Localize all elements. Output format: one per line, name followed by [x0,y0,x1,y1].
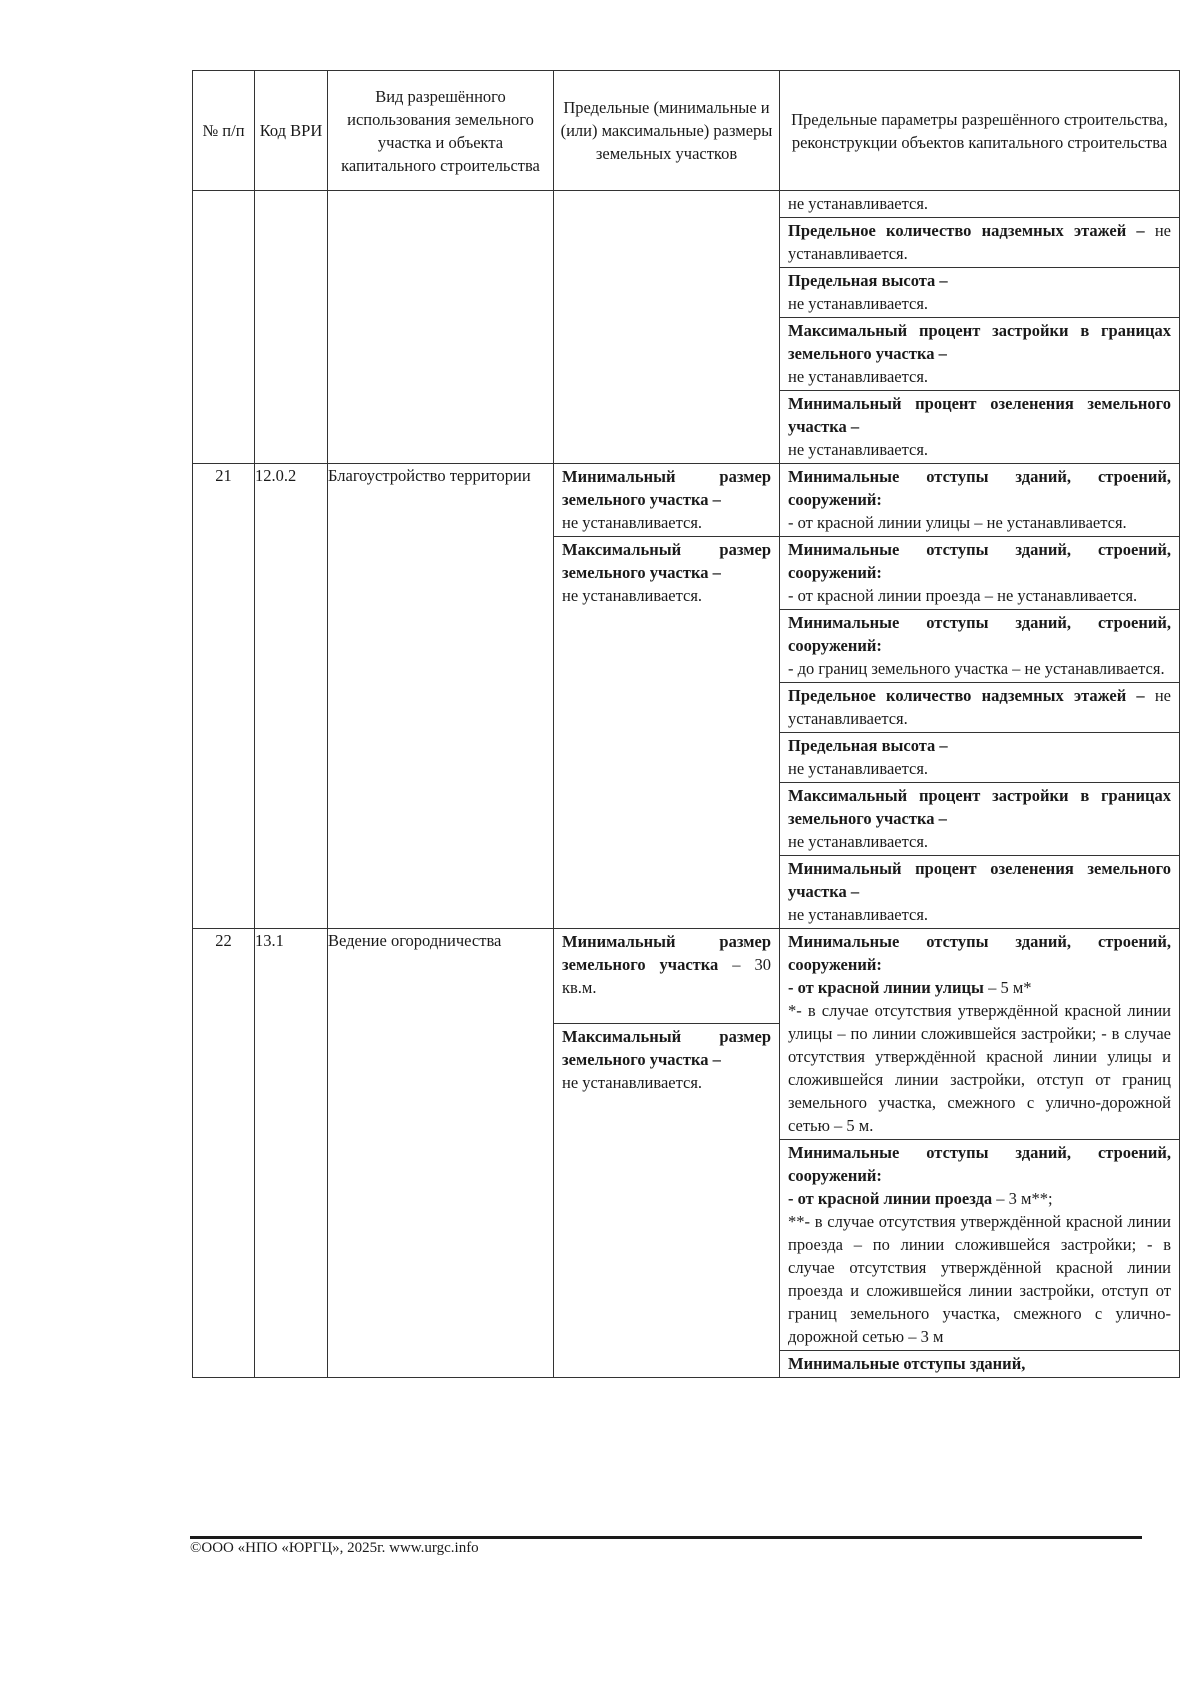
row-code: 12.0.2 [255,464,328,929]
param-title: Предельное количество надземных этажей – [788,221,1145,240]
size-max-title: Максимальный размер земельного участка – [562,1027,771,1069]
param-item [780,929,1179,1140]
param-bold: - от красной линии улицы [788,978,984,997]
param-item [780,391,1179,463]
param-title: Минимальные отступы зданий, строений, сооружений: [788,467,1171,509]
param-item [780,318,1179,391]
vri-table [192,70,1180,1378]
row-num: 22 [193,929,255,1378]
table-row [193,464,1180,929]
row-name: Ведение огородничества [328,929,554,1378]
param-text: не устанавливается. [788,367,929,386]
header-name: Вид разрешённого использования земельного участка и объекта капитального строительства [328,71,554,191]
param-title: Предельное количество надземных этажей – [788,686,1145,705]
param-text: не устанавливается. [788,832,929,851]
param-title: Минимальные отступы зданий, строений, сооружений: [788,932,1171,974]
header-size: Предельные (минимальные и (или) максимальные) размеры земельных участков [554,71,780,191]
param-item [780,464,1179,537]
param-text: не устанавливается. [788,294,929,313]
row-code: 13.1 [255,929,328,1378]
param-text: - от красной линии улицы – не устанавливается. [788,513,1127,532]
size-max-text: не устанавливается. [562,586,703,605]
params-cell [780,929,1180,1378]
param-title: Максимальный процент застройки в границах земельного участка – [788,321,1171,363]
param-value: – 3 м**; [996,1189,1053,1208]
param-title: Минимальные отступы зданий, строений, сооружений: [788,1143,1171,1185]
size-max-title: Максимальный размер земельного участка – [562,540,771,582]
row-name: Благоустройство территории [328,464,554,929]
param-text: не устанавливается. [788,686,1171,728]
param-title: Минимальный процент озеленения земельного участка – [788,859,1171,901]
param-item [780,1351,1179,1377]
param-title: Минимальные отступы зданий, строений, сооружений: [788,613,1171,655]
size-max-text: не устанавливается. [562,1073,703,1092]
size-cell [554,929,780,1378]
param-item [780,1140,1179,1351]
param-item [780,537,1179,610]
param-text: не устанавливается. [788,194,929,213]
row-num: 21 [193,464,255,929]
size-max [554,537,779,609]
params-cell [780,191,1180,464]
param-title: Минимальный процент озеленения земельного участка – [788,394,1171,436]
header-code: Код ВРИ [255,71,328,191]
size-min-title: Минимальный размер земельного участка – [562,467,771,509]
param-title: Максимальный процент застройки в границах земельного участка – [788,786,1171,828]
table-header-row [193,71,1180,191]
param-item [780,683,1179,733]
param-item [780,268,1179,318]
param-title: Минимальные отступы зданий, [788,1354,1026,1373]
size-min-text: – 30 кв.м. [562,955,771,997]
size-min [554,464,779,537]
size-max [554,1024,779,1096]
size-min-title: Минимальный размер земельного участка [562,932,771,974]
size-min [554,929,779,1024]
param-item [780,783,1179,856]
param-text: - от красной линии проезда – не устанавливается. [788,586,1138,605]
param-note: **- в случае отсутствия утверждённой красной линии проезда – по линии сложившейся застройки; - в случае отсутствия утверждённой красной линии проезда и сложившейся линии застройки, отступ от границ земельного участка, смежного с улично-дорожной сетью – 3 м [788,1212,1171,1346]
param-text: не устанавливается. [788,759,929,778]
param-title: Предельная высота – [788,736,948,755]
param-text: не устанавливается. [788,221,1171,263]
param-item [780,610,1179,683]
param-note: *- в случае отсутствия утверждённой красной линии улицы – по линии сложившейся застройки; - в случае отсутствия утверждённой красной линии улицы и сложившейся линии застройки, отступ от границ земельного участка, смежного с улично-дорожной сетью – 5 м. [788,1001,1171,1135]
header-params: Предельные параметры разрешённого строительства, реконструкции объектов капитального строительства [780,71,1180,191]
param-text: не устанавливается. [788,905,929,924]
param-item [780,191,1179,218]
table-row-continued [193,191,1180,464]
footer-copyright: ©ООО «НПО «ЮРГЦ», 2025г. www.urgc.info [190,1540,479,1556]
param-bold: - от красной линии проезда [788,1189,993,1208]
param-item [780,733,1179,783]
header-num: № п/п [193,71,255,191]
param-value: – 5 м* [988,978,1032,997]
param-title: Минимальные отступы зданий, строений, сооружений: [788,540,1171,582]
param-item [780,218,1179,268]
footer-rule [190,1536,1142,1539]
table-row [193,929,1180,1378]
param-item [780,856,1179,928]
param-title: Предельная высота – [788,271,948,290]
param-text: не устанавливается. [788,440,929,459]
params-cell [780,464,1180,929]
size-min-text: не устанавливается. [562,513,703,532]
param-text: - до границ земельного участка – не устанавливается. [788,659,1165,678]
size-cell [554,464,780,929]
